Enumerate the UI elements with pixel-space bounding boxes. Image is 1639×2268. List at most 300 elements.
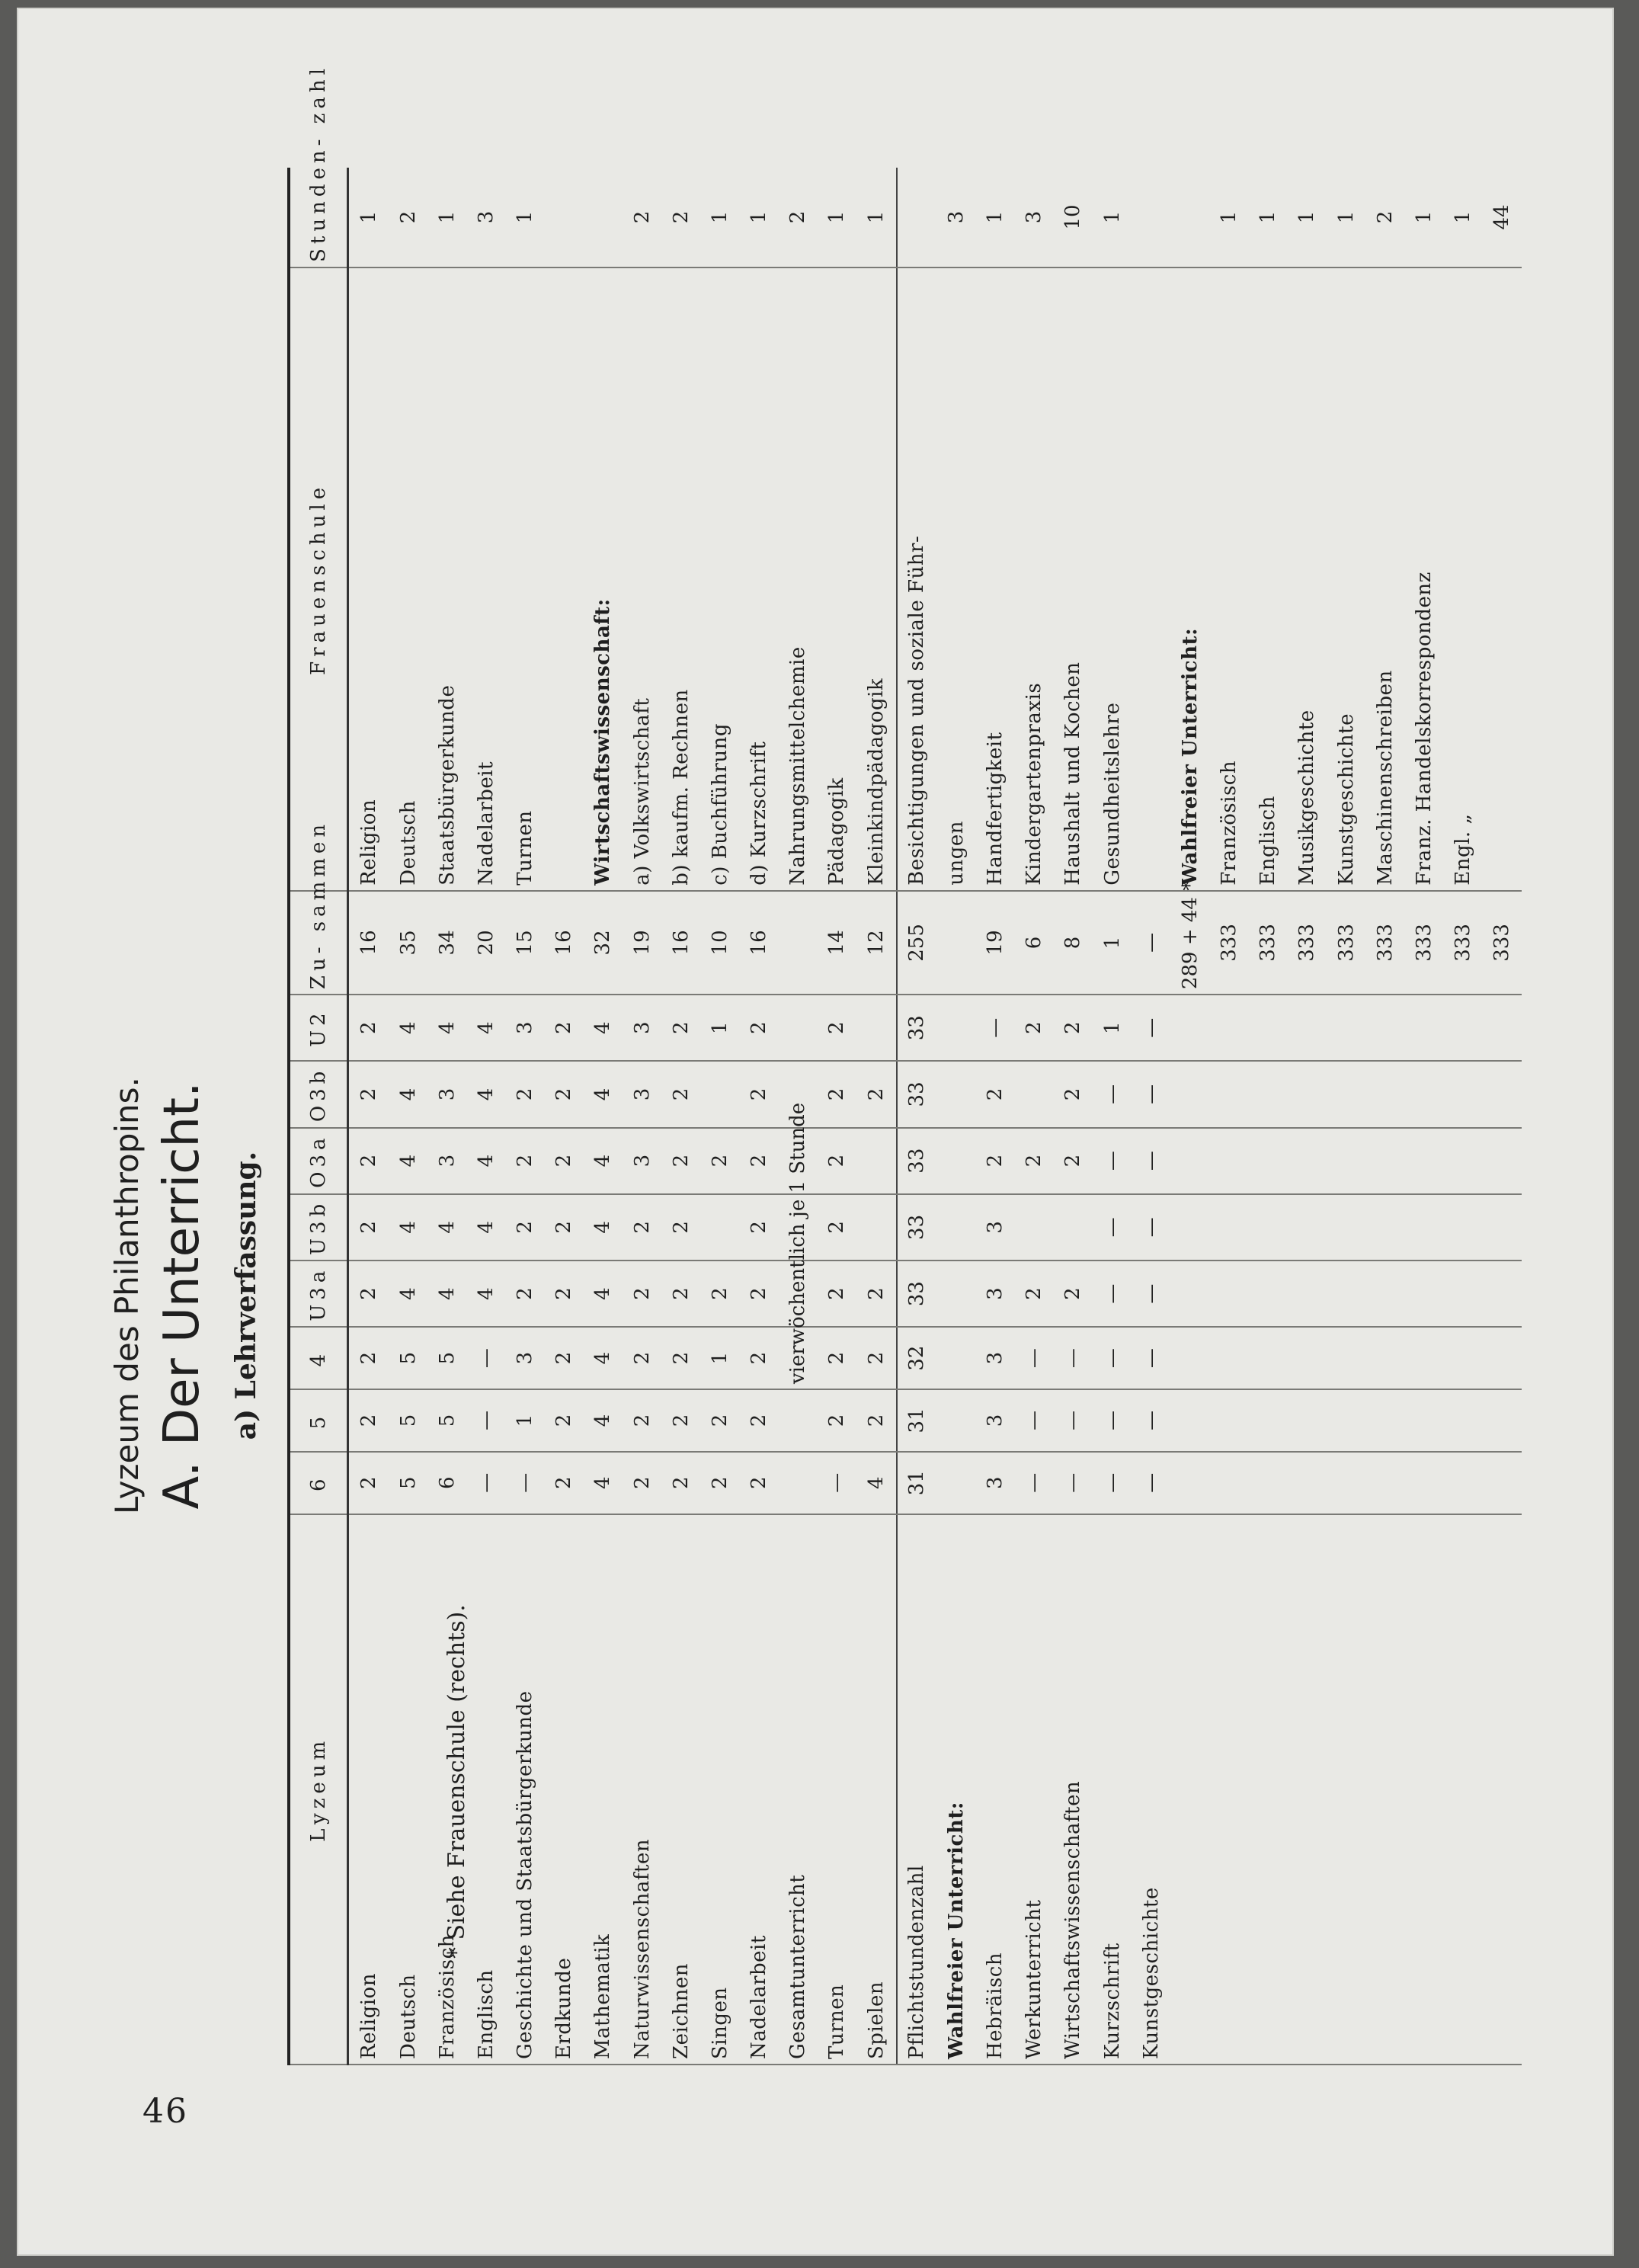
hours-cell: 3 (505, 1327, 544, 1389)
hours-cell: 2 (818, 1194, 856, 1261)
frauenschule-hours-cell: 1 (348, 168, 389, 267)
hours-cell (1327, 1194, 1365, 1261)
hours-cell: 2 (348, 1261, 389, 1327)
hours-cell: 4 (584, 1389, 623, 1452)
hours-cell: 4 (584, 1061, 623, 1127)
hours-cell: 2 (739, 1194, 778, 1261)
subject-cell (1288, 1514, 1327, 2065)
hours-cell: 2 (661, 1327, 700, 1389)
sum-cell: 16 (661, 891, 700, 995)
hours-cell: 4 (427, 1261, 466, 1327)
column-header: Frauenschule (289, 267, 348, 891)
hours-cell: 2 (739, 1128, 778, 1194)
subject-cell (1365, 1514, 1404, 2065)
subject-cell (1483, 1514, 1522, 2065)
hours-cell (1483, 1327, 1522, 1389)
hours-cell (936, 1452, 975, 1514)
subject-cell: Nadelarbeit (739, 1514, 778, 2065)
frauenschule-subject-cell: Staatsbürgerkunde (427, 267, 466, 891)
table-row (1327, 168, 1365, 2065)
hours-cell (1249, 1389, 1288, 1452)
hours-cell: 5 (427, 1389, 466, 1452)
hours-cell: — (1132, 1452, 1170, 1514)
hours-cell (1170, 1061, 1209, 1127)
subject-cell (1444, 1514, 1483, 2065)
table-row (661, 168, 700, 2065)
hours-cell: — (1015, 1452, 1054, 1514)
sum-cell: 32 (584, 891, 623, 995)
hours-cell (1015, 1061, 1054, 1127)
frauenschule-subject-cell: Maschinenschreiben (1365, 267, 1404, 891)
hours-cell: 6 (427, 1452, 466, 1514)
sum-cell: 14 (818, 891, 856, 995)
sum-cell: 1 (1093, 891, 1132, 995)
frauenschule-hours-cell (1170, 168, 1209, 267)
table-row (1365, 168, 1404, 2065)
table-row (1093, 168, 1132, 2065)
hours-cell: — (1093, 1128, 1132, 1194)
hours-cell: 4 (584, 1261, 623, 1327)
hours-cell (1015, 1194, 1054, 1261)
hours-cell: 33 (897, 1194, 937, 1261)
hours-cell (1170, 1389, 1209, 1452)
table-row (1404, 168, 1443, 2065)
hours-cell: — (1132, 1194, 1170, 1261)
hours-cell (1210, 1194, 1249, 1261)
frauenschule-subject-cell: Englisch (1249, 267, 1288, 891)
subject-cell (1327, 1514, 1365, 2065)
table-row (1170, 168, 1209, 2065)
sum-cell: 20 (466, 891, 505, 995)
hours-cell (936, 1128, 975, 1194)
hours-cell: 2 (545, 1194, 584, 1261)
hours-cell (779, 1389, 818, 1452)
frauenschule-hours-cell: 2 (389, 168, 427, 267)
hours-cell: 1 (1093, 995, 1132, 1061)
hours-cell (1249, 1128, 1288, 1194)
hours-cell (856, 1194, 897, 1261)
column-header: 6 (289, 1452, 348, 1514)
hours-cell (1404, 1128, 1443, 1194)
hours-cell (1327, 1327, 1365, 1389)
hours-cell: 2 (348, 1389, 389, 1452)
hours-cell (1327, 1261, 1365, 1327)
frauenschule-subject-cell: Nahrungsmittelchemie (779, 267, 818, 891)
hours-cell (1365, 1327, 1404, 1389)
total-cell: 333 (1327, 891, 1365, 995)
table-row (739, 168, 778, 2065)
hours-cell: 3 (623, 1128, 661, 1194)
sum-cell: — (1132, 891, 1170, 995)
hours-cell: 4 (466, 1261, 505, 1327)
subject-cell: Englisch (466, 1514, 505, 2065)
lehrverfassung-table (287, 64, 1522, 2065)
hours-cell (856, 995, 897, 1061)
hours-cell: 2 (739, 1261, 778, 1327)
hours-cell: 3 (976, 1452, 1015, 1514)
table-row (348, 168, 389, 2065)
hours-cell: — (1093, 1261, 1132, 1327)
hours-cell (1288, 995, 1327, 1061)
hours-cell: 2 (1015, 1128, 1054, 1194)
subject-cell (1249, 1514, 1288, 2065)
hours-cell: 4 (584, 1327, 623, 1389)
total-cell: 333 (1444, 891, 1483, 995)
hours-cell (936, 1194, 975, 1261)
hours-cell: 2 (545, 1128, 584, 1194)
hours-cell: — (1093, 1452, 1132, 1514)
frauenschule-hours-cell: 1 (1288, 168, 1327, 267)
sum-cell: 19 (976, 891, 1015, 995)
frauenschule-hours-cell: 2 (623, 168, 661, 267)
hours-cell (1170, 995, 1209, 1061)
total-cell: 333 (1210, 891, 1249, 995)
sum-cell: 16 (348, 891, 389, 995)
hours-cell: 33 (897, 1128, 937, 1194)
hours-cell (1170, 1452, 1209, 1514)
hours-cell (1288, 1061, 1327, 1127)
subject-cell: Singen (700, 1514, 739, 2065)
hours-cell (1170, 1261, 1209, 1327)
frauenschule-hours-cell (1132, 168, 1170, 267)
hours-cell: 3 (505, 995, 544, 1061)
total-cell: 333 (1365, 891, 1404, 995)
hours-cell: 2 (545, 995, 584, 1061)
column-header: O3b (289, 1061, 348, 1127)
frauenschule-hours-cell: 3 (466, 168, 505, 267)
hours-cell: 4 (466, 995, 505, 1061)
hours-cell: 2 (545, 1261, 584, 1327)
subject-cell: Wirtschaftswissenschaften (1054, 1514, 1093, 2065)
hours-cell (1444, 1061, 1483, 1127)
frauenschule-hours-cell (545, 168, 584, 267)
hours-cell: 2 (505, 1194, 544, 1261)
frauenschule-hours-cell: 1 (976, 168, 1015, 267)
subject-cell: Spielen (856, 1514, 897, 2065)
frauenschule-subject-cell: Gesundheitslehre (1093, 267, 1132, 891)
column-header: 5 (289, 1389, 348, 1452)
sum-cell: 10 (700, 891, 739, 995)
subject-cell: Deutsch (389, 1514, 427, 2065)
table-row (1132, 168, 1170, 2065)
frauenschule-hours-cell: 1 (505, 168, 544, 267)
sum-cell: 255 (897, 891, 937, 995)
table-row (1015, 168, 1054, 2065)
hours-cell: — (1093, 1194, 1132, 1261)
hours-cell (1444, 1128, 1483, 1194)
frauenschule-hours-cell: 2 (661, 168, 700, 267)
hours-cell: 4 (389, 995, 427, 1061)
hours-cell: — (1015, 1389, 1054, 1452)
column-header: U3a (289, 1261, 348, 1327)
hours-cell (1483, 1389, 1522, 1452)
hours-cell (1365, 1389, 1404, 1452)
hours-cell: 1 (505, 1389, 544, 1452)
page (17, 8, 1614, 2256)
table-row (623, 168, 661, 2065)
footnote: * Siehe Frauenschule (rechts). (443, 1604, 470, 1959)
subject-cell: Mathematik (584, 1514, 623, 2065)
frauenschule-hours-cell: 1 (818, 168, 856, 267)
column-header: 4 (289, 1327, 348, 1389)
hours-cell (1404, 1061, 1443, 1127)
frauenschule-subject-cell: Wahlfreier Unterricht: (1170, 267, 1209, 891)
hours-cell (1483, 1061, 1522, 1127)
hours-cell: 4 (389, 1261, 427, 1327)
hours-cell (779, 1452, 818, 1514)
sum-cell: 12 (856, 891, 897, 995)
hours-cell: 4 (584, 1452, 623, 1514)
hours-cell (936, 995, 975, 1061)
hours-cell: 2 (545, 1389, 584, 1452)
hours-cell: 2 (348, 1061, 389, 1127)
hours-cell: 33 (897, 995, 937, 1061)
hours-cell (1404, 1327, 1443, 1389)
sum-cell: 15 (505, 891, 544, 995)
section-subtitle: a) Lehrverfassung. (230, 1151, 262, 1440)
page-header (108, 869, 299, 1722)
frauenschule-subject-cell: Besichtigungen und soziale Führ- (897, 267, 937, 891)
sum-cell: 34 (427, 891, 466, 995)
hours-cell: 2 (661, 1061, 700, 1127)
subject-cell: Erdkunde (545, 1514, 584, 2065)
hours-cell (1327, 1061, 1365, 1127)
hours-cell: vierwöchentlich je 1 Stunde (779, 1327, 818, 1389)
hours-cell (1210, 1327, 1249, 1389)
hours-cell (1249, 995, 1288, 1061)
hours-cell (1327, 1389, 1365, 1452)
hours-cell: — (1054, 1327, 1093, 1389)
hours-cell: 2 (1054, 995, 1093, 1061)
subject-cell: Kurzschrift (1093, 1514, 1132, 2065)
hours-cell (1483, 1128, 1522, 1194)
table-row (545, 168, 584, 2065)
hours-cell (1404, 1261, 1443, 1327)
sum-cell: 16 (739, 891, 778, 995)
hours-cell: — (1054, 1389, 1093, 1452)
hours-cell: 2 (623, 1327, 661, 1389)
subject-cell: Kunstgeschichte (1132, 1514, 1170, 2065)
frauenschule-subject-cell: Kindergartenpraxis (1015, 267, 1054, 891)
hours-cell (1483, 1452, 1522, 1514)
hours-cell: — (818, 1452, 856, 1514)
hours-cell (936, 1389, 975, 1452)
institution-name: Lyzeum des Philanthropins. (108, 1077, 146, 1514)
hours-cell: 3 (976, 1261, 1015, 1327)
hours-cell (1365, 1194, 1404, 1261)
hours-cell: 4 (584, 995, 623, 1061)
hours-cell: 2 (661, 1389, 700, 1452)
hours-cell (1404, 1389, 1443, 1452)
table-row (584, 168, 623, 2065)
frauenschule-hours-cell: 1 (700, 168, 739, 267)
frauenschule-subject-cell: Religion (348, 267, 389, 891)
hours-cell: 4 (466, 1128, 505, 1194)
table-row (818, 168, 856, 2065)
hours-cell: — (1132, 1128, 1170, 1194)
hours-cell (1210, 1389, 1249, 1452)
hours-cell: 2 (818, 995, 856, 1061)
frauenschule-subject-cell: Nadelarbeit (466, 267, 505, 891)
frauenschule-hours-cell: 3 (936, 168, 975, 267)
hours-cell: 3 (427, 1128, 466, 1194)
hours-cell: 2 (739, 1061, 778, 1127)
hours-cell: 2 (700, 1261, 739, 1327)
hours-cell (1327, 995, 1365, 1061)
frauenschule-subject-cell: b) kaufm. Rechnen (661, 267, 700, 891)
sum-cell: 6 (1015, 891, 1054, 995)
frauenschule-hours-cell: 1 (1327, 168, 1365, 267)
hours-cell: 5 (389, 1452, 427, 1514)
hours-cell: 2 (739, 1327, 778, 1389)
hours-cell: 2 (505, 1061, 544, 1127)
hours-cell (700, 1061, 739, 1127)
hours-cell (1483, 1261, 1522, 1327)
hours-cell (1444, 995, 1483, 1061)
hours-cell: 2 (348, 1128, 389, 1194)
hours-cell: 2 (856, 1389, 897, 1452)
hours-cell: 2 (545, 1327, 584, 1389)
subject-cell: Werkunterricht (1015, 1514, 1054, 2065)
hours-cell: — (466, 1327, 505, 1389)
hours-cell: 4 (389, 1061, 427, 1127)
hours-cell (1170, 1194, 1209, 1261)
hours-cell: 33 (897, 1261, 937, 1327)
frauenschule-hours-cell: 1 (1093, 168, 1132, 267)
hours-cell: 2 (348, 1194, 389, 1261)
hours-cell: 3 (976, 1327, 1015, 1389)
hours-cell: 2 (700, 1128, 739, 1194)
total-cell: 333 (1404, 891, 1443, 995)
column-header: Stunden- zahl (289, 168, 348, 267)
hours-cell (1404, 1452, 1443, 1514)
sum-cell (779, 891, 818, 995)
sum-cell: 16 (545, 891, 584, 995)
frauenschule-subject-cell: Wirtschaftswissenschaft: (584, 267, 623, 891)
column-header: U3b (289, 1194, 348, 1261)
sum-cell (936, 891, 975, 995)
hours-cell: 2 (818, 1061, 856, 1127)
frauenschule-subject-cell: Haushalt und Kochen (1054, 267, 1093, 891)
hours-cell: — (1132, 1061, 1170, 1127)
hours-cell: 2 (1015, 1261, 1054, 1327)
frauenschule-subject-cell: c) Buchführung (700, 267, 739, 891)
hours-cell: — (1015, 1327, 1054, 1389)
hours-cell: 2 (661, 995, 700, 1061)
table-body (348, 168, 1522, 2065)
hours-cell: 2 (505, 1261, 544, 1327)
hours-cell: 2 (1054, 1061, 1093, 1127)
table-row (1444, 168, 1483, 2065)
hours-cell: 3 (976, 1194, 1015, 1261)
hours-cell: 2 (818, 1128, 856, 1194)
frauenschule-subject-cell: Engl. „ (1444, 267, 1483, 891)
frauenschule-hours-cell: 2 (1365, 168, 1404, 267)
column-header: O3a (289, 1128, 348, 1194)
hours-cell: 4 (584, 1128, 623, 1194)
hours-cell: — (1132, 995, 1170, 1061)
table-row (1210, 168, 1249, 2065)
table-row (779, 168, 818, 2065)
table-row (505, 168, 544, 2065)
hours-cell (1210, 1261, 1249, 1327)
frauenschule-hours-cell: 1 (739, 168, 778, 267)
hours-cell (1210, 1061, 1249, 1127)
hours-cell (1288, 1452, 1327, 1514)
sum-cell: 35 (389, 891, 427, 995)
table-row (389, 168, 427, 2065)
hours-cell: — (505, 1452, 544, 1514)
hours-cell (1054, 1194, 1093, 1261)
hours-cell: 2 (623, 1452, 661, 1514)
table-row (856, 168, 897, 2065)
frauenschule-hours-cell (584, 168, 623, 267)
hours-cell (1170, 1128, 1209, 1194)
hours-cell: 2 (739, 1452, 778, 1514)
hours-cell (1404, 1194, 1443, 1261)
hours-cell: 2 (700, 1452, 739, 1514)
hours-cell: 2 (818, 1327, 856, 1389)
frauenschule-subject-cell: Französisch (1210, 267, 1249, 891)
hours-cell: 4 (427, 1194, 466, 1261)
table-row (1054, 168, 1093, 2065)
column-header: Lyzeum (289, 1514, 348, 2065)
frauenschule-hours-cell: 1 (1249, 168, 1288, 267)
hours-cell: 2 (623, 1389, 661, 1452)
hours-cell (1210, 1128, 1249, 1194)
frauenschule-subject-cell: Musikgeschichte (1288, 267, 1327, 891)
subject-cell: Pflichtstundenzahl (897, 1514, 937, 2065)
table-header-row (289, 168, 348, 2065)
frauenschule-hours-cell: 3 (1015, 168, 1054, 267)
frauenschule-subject-cell: Handfertigkeit (976, 267, 1015, 891)
hours-cell: 5 (427, 1327, 466, 1389)
hours-cell (779, 995, 818, 1061)
frauenschule-hours-cell: 1 (856, 168, 897, 267)
hours-cell: — (1093, 1389, 1132, 1452)
hours-cell: 2 (1054, 1128, 1093, 1194)
hours-cell (1444, 1194, 1483, 1261)
hours-cell (1249, 1061, 1288, 1127)
frauenschule-subject-cell: a) Volkswirtschaft (623, 267, 661, 891)
frauenschule-hours-cell (897, 168, 937, 267)
hours-cell: 2 (1015, 995, 1054, 1061)
hours-cell: — (1093, 1327, 1132, 1389)
subject-cell: Turnen (818, 1514, 856, 2065)
total-cell: 333 (1249, 891, 1288, 995)
hours-cell: 2 (545, 1452, 584, 1514)
hours-cell: 4 (466, 1194, 505, 1261)
hours-cell (1249, 1261, 1288, 1327)
hours-cell: 33 (897, 1061, 937, 1127)
hours-cell: 2 (348, 1452, 389, 1514)
hours-cell: — (466, 1452, 505, 1514)
hours-cell: 2 (856, 1261, 897, 1327)
hours-cell: 2 (661, 1261, 700, 1327)
column-header: U2 (289, 995, 348, 1061)
hours-cell (1365, 1261, 1404, 1327)
hours-cell: 2 (348, 995, 389, 1061)
frauenschule-subject-cell (545, 267, 584, 891)
table-row (976, 168, 1015, 2065)
hours-cell: 2 (1054, 1261, 1093, 1327)
column-header: Zu- sammen (289, 891, 348, 995)
hours-cell: 2 (545, 1061, 584, 1127)
hours-cell (1249, 1194, 1288, 1261)
total-cell: 289 + 44 * (1170, 891, 1209, 995)
hours-cell (1288, 1261, 1327, 1327)
frauenschule-hours-cell: 1 (1444, 168, 1483, 267)
